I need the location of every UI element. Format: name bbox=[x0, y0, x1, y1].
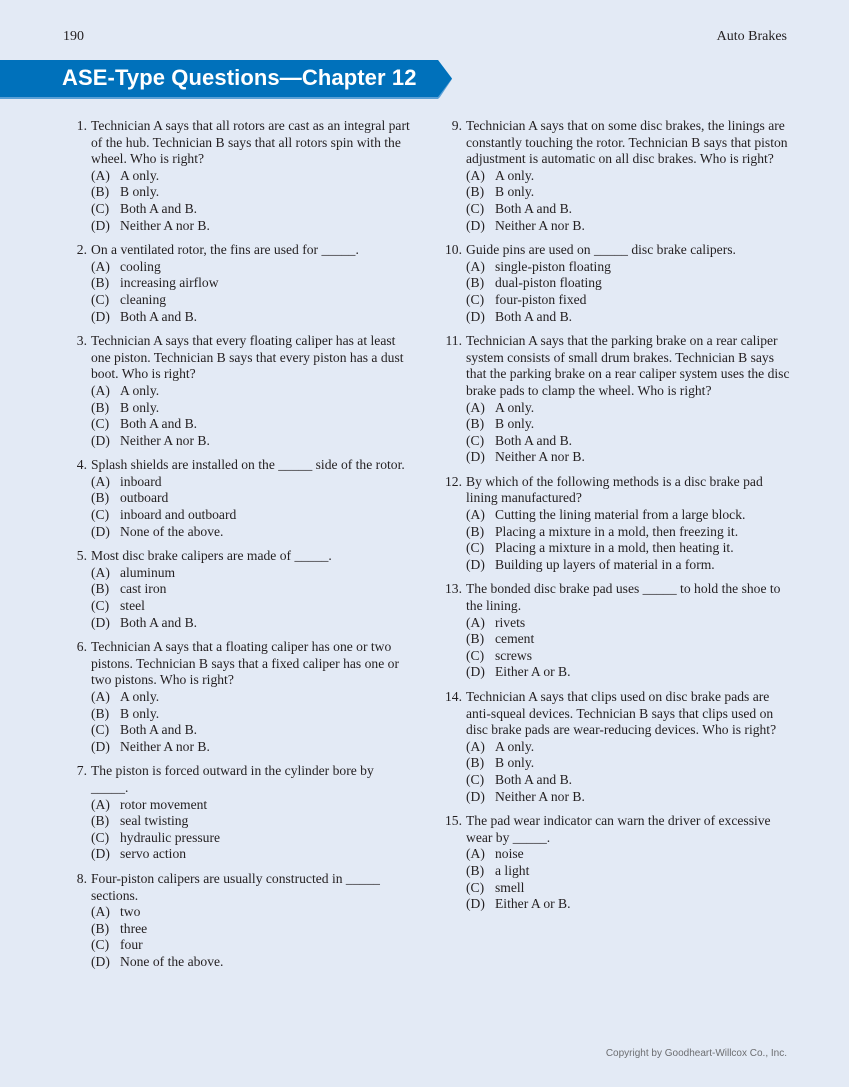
answer-option bbox=[91, 904, 414, 921]
option-letter: (C) bbox=[466, 647, 485, 663]
option-letter: (D) bbox=[91, 523, 110, 539]
answer-option bbox=[91, 689, 414, 706]
option-letter: (C) bbox=[91, 722, 110, 738]
answer-options bbox=[91, 689, 414, 755]
option-letter: (A) bbox=[466, 507, 485, 523]
option-letter: (D) bbox=[466, 217, 485, 233]
option-text: Neither A nor B. bbox=[495, 788, 585, 804]
question-item bbox=[440, 242, 795, 325]
option-text: None of the above. bbox=[120, 953, 224, 969]
option-letter: (D) bbox=[466, 556, 485, 572]
question-number: 11. bbox=[445, 333, 462, 349]
answer-options bbox=[91, 383, 414, 449]
option-text: Placing a mixture in a mold, then freezing it. bbox=[495, 523, 739, 539]
option-letter: (B) bbox=[91, 275, 110, 291]
question-item bbox=[440, 474, 795, 574]
option-text: single-piston floating bbox=[495, 258, 611, 274]
question-text: Technician A says that clips used on disc brake pads are anti-squeal devices. Technician B says that clips used on disc brake pads are wear-reducing devices. Who is right? bbox=[466, 689, 777, 738]
option-text: Neither A nor B. bbox=[120, 738, 210, 754]
option-letter: (B) bbox=[466, 416, 485, 432]
question-text: Technician A says that on some disc brakes, the linings are constantly touching the rotor. Technician B says that piston adjustment is automatic on all disc brakes. Who is right? bbox=[466, 118, 788, 167]
question-number: 15. bbox=[445, 813, 462, 829]
answer-option bbox=[466, 400, 795, 417]
answer-option bbox=[91, 739, 414, 756]
option-letter: (B) bbox=[466, 862, 485, 878]
question-text: Technician A says that the parking brake on a rear caliper system consists of small drum brakes. Technician B says that the parking brake on a rear caliper system uses the disc brake pads to clamp the wheel. Who is right? bbox=[466, 333, 790, 398]
question-number: 10. bbox=[445, 242, 462, 258]
question-item bbox=[440, 118, 795, 234]
question-column-left bbox=[69, 118, 414, 979]
answer-option bbox=[91, 201, 414, 218]
answer-option bbox=[91, 937, 414, 954]
question-item bbox=[69, 242, 414, 325]
option-letter: (C) bbox=[91, 598, 110, 614]
option-text: seal twisting bbox=[120, 813, 189, 829]
answer-option bbox=[466, 540, 795, 557]
answer-option bbox=[91, 490, 414, 507]
answer-option bbox=[91, 524, 414, 541]
option-text: three bbox=[120, 920, 148, 936]
question-text: The bonded disc brake pad uses _____ to hold the shoe to the lining. bbox=[466, 581, 781, 614]
answer-option bbox=[466, 259, 795, 276]
option-letter: (B) bbox=[466, 275, 485, 291]
option-letter: (C) bbox=[466, 200, 485, 216]
option-text: aluminum bbox=[120, 564, 176, 580]
question-text: Technician A says that a floating caliper has one or two pistons. Technician B says that a fixed caliper has one or two pistons. Who is right? bbox=[91, 639, 399, 688]
option-letter: (D) bbox=[466, 896, 485, 912]
option-text: Both A and B. bbox=[495, 432, 573, 448]
option-letter: (B) bbox=[466, 184, 485, 200]
option-text: B only. bbox=[495, 755, 535, 771]
answer-option bbox=[91, 400, 414, 417]
option-letter: (A) bbox=[91, 473, 110, 489]
answer-option bbox=[466, 309, 795, 326]
answer-option bbox=[91, 846, 414, 863]
question-number: 5. bbox=[76, 548, 87, 564]
answer-option bbox=[466, 557, 795, 574]
question-text: Most disc brake calipers are made of _____. bbox=[91, 548, 332, 564]
section-title: ASE-Type Questions—Chapter 12 bbox=[62, 65, 417, 90]
question-number: 13. bbox=[445, 581, 462, 597]
option-letter: (A) bbox=[466, 846, 485, 862]
answer-option bbox=[466, 739, 795, 756]
option-text: A only. bbox=[495, 738, 535, 754]
answer-options bbox=[466, 168, 795, 234]
question-text: Technician A says that all rotors are cast as an integral part of the hub. Technician B says that all rotors spin with the wheel. Who is right? bbox=[91, 118, 410, 167]
option-letter: (A) bbox=[466, 614, 485, 630]
option-text: hydraulic pressure bbox=[120, 829, 221, 845]
answer-option bbox=[466, 524, 795, 541]
option-text: Cutting the lining material from a large block. bbox=[495, 507, 746, 523]
question-item bbox=[69, 333, 414, 449]
option-text: inboard bbox=[120, 473, 162, 489]
option-letter: (C) bbox=[91, 507, 110, 523]
answer-option bbox=[91, 259, 414, 276]
answer-option bbox=[466, 615, 795, 632]
answer-option bbox=[466, 846, 795, 863]
answer-option bbox=[466, 201, 795, 218]
answer-options bbox=[91, 168, 414, 234]
option-letter: (C) bbox=[466, 771, 485, 787]
question-item bbox=[440, 689, 795, 805]
answer-option bbox=[466, 648, 795, 665]
option-letter: (C) bbox=[91, 291, 110, 307]
option-letter: (C) bbox=[91, 829, 110, 845]
option-letter: (A) bbox=[466, 167, 485, 183]
option-text: inboard and outboard bbox=[120, 507, 237, 523]
answer-option bbox=[466, 507, 795, 524]
question-text: On a ventilated rotor, the fins are used for _____. bbox=[91, 242, 359, 258]
question-number: 1. bbox=[76, 118, 87, 133]
option-letter: (B) bbox=[91, 920, 110, 936]
option-letter: (C) bbox=[466, 879, 485, 895]
option-letter: (D) bbox=[91, 614, 110, 630]
question-number: 8. bbox=[76, 870, 87, 886]
option-text: Either A or B. bbox=[495, 896, 571, 912]
answer-option bbox=[466, 433, 795, 450]
option-letter: (D) bbox=[91, 217, 110, 233]
option-letter: (B) bbox=[91, 705, 110, 721]
option-letter: (D) bbox=[466, 449, 485, 465]
answer-option bbox=[91, 797, 414, 814]
option-letter: (A) bbox=[91, 796, 110, 812]
page-number: 190 bbox=[63, 29, 84, 44]
answer-option bbox=[91, 168, 414, 185]
answer-option bbox=[466, 863, 795, 880]
option-text: B only. bbox=[120, 184, 160, 200]
option-text: rotor movement bbox=[120, 796, 208, 812]
option-text: Neither A nor B. bbox=[120, 432, 210, 448]
answer-options bbox=[466, 739, 795, 805]
answer-options bbox=[91, 797, 414, 863]
option-letter: (C) bbox=[91, 200, 110, 216]
option-text: smell bbox=[495, 879, 525, 895]
answer-option bbox=[91, 433, 414, 450]
option-text: A only. bbox=[120, 382, 160, 398]
answer-option bbox=[91, 813, 414, 830]
option-letter: (C) bbox=[466, 540, 485, 556]
question-text: The pad wear indicator can warn the driver of excessive wear by _____. bbox=[466, 813, 771, 845]
answer-option bbox=[466, 449, 795, 466]
option-text: Either A or B. bbox=[495, 664, 571, 680]
option-text: screws bbox=[495, 647, 532, 663]
question-number: 14. bbox=[445, 689, 462, 704]
answer-option bbox=[91, 292, 414, 309]
question-number: 4. bbox=[76, 457, 87, 473]
option-letter: (B) bbox=[91, 399, 110, 415]
option-text: Both A and B. bbox=[120, 614, 198, 630]
option-text: Both A and B. bbox=[495, 308, 573, 324]
option-letter: (A) bbox=[466, 738, 485, 754]
option-text: A only. bbox=[495, 167, 535, 183]
option-text: Building up layers of material in a form. bbox=[495, 556, 715, 572]
answer-option bbox=[91, 474, 414, 491]
option-letter: (B) bbox=[91, 581, 110, 597]
answer-option bbox=[91, 184, 414, 201]
question-number: 7. bbox=[76, 763, 87, 779]
option-text: Both A and B. bbox=[120, 722, 198, 738]
answer-options bbox=[466, 846, 795, 912]
answer-option bbox=[466, 772, 795, 789]
option-text: Neither A nor B. bbox=[120, 217, 210, 233]
option-text: Both A and B. bbox=[120, 200, 198, 216]
option-letter: (A) bbox=[91, 258, 110, 274]
answer-option bbox=[466, 416, 795, 433]
answer-option bbox=[91, 598, 414, 615]
option-letter: (A) bbox=[91, 167, 110, 183]
option-text: four bbox=[120, 937, 143, 953]
answer-option bbox=[466, 631, 795, 648]
option-text: Neither A nor B. bbox=[495, 449, 585, 465]
answer-option bbox=[91, 275, 414, 292]
option-text: B only. bbox=[120, 705, 160, 721]
option-text: cement bbox=[495, 631, 535, 647]
option-text: two bbox=[120, 904, 141, 920]
option-letter: (C) bbox=[91, 416, 110, 432]
answer-option bbox=[466, 880, 795, 897]
option-letter: (A) bbox=[91, 564, 110, 580]
question-item bbox=[69, 871, 414, 971]
answer-option bbox=[91, 581, 414, 598]
option-letter: (C) bbox=[91, 937, 110, 953]
answer-options bbox=[91, 474, 414, 540]
option-text: B only. bbox=[495, 416, 535, 432]
answer-option bbox=[91, 218, 414, 235]
option-letter: (A) bbox=[91, 382, 110, 398]
option-letter: (D) bbox=[91, 738, 110, 754]
option-text: four-piston fixed bbox=[495, 291, 587, 307]
question-item bbox=[69, 118, 414, 234]
option-text: cleaning bbox=[120, 291, 167, 307]
option-text: servo action bbox=[120, 846, 187, 862]
option-letter: (D) bbox=[91, 846, 110, 862]
answer-options bbox=[466, 259, 795, 325]
option-text: Both A and B. bbox=[120, 308, 198, 324]
answer-option bbox=[91, 416, 414, 433]
option-letter: (A) bbox=[91, 904, 110, 920]
question-number: 6. bbox=[76, 639, 87, 655]
answer-option bbox=[91, 722, 414, 739]
answer-option bbox=[91, 309, 414, 326]
question-item bbox=[69, 763, 414, 863]
option-text: dual-piston floating bbox=[495, 275, 602, 291]
option-letter: (D) bbox=[91, 432, 110, 448]
question-text: The piston is forced outward in the cylinder bore by _____. bbox=[91, 763, 374, 795]
option-letter: (A) bbox=[91, 689, 110, 704]
question-number: 9. bbox=[451, 118, 462, 133]
option-letter: (B) bbox=[466, 523, 485, 539]
option-letter: (D) bbox=[91, 953, 110, 969]
answer-option bbox=[91, 615, 414, 632]
option-letter: (B) bbox=[91, 184, 110, 200]
option-letter: (D) bbox=[466, 788, 485, 804]
answer-option bbox=[91, 383, 414, 400]
answer-option bbox=[466, 292, 795, 309]
question-text: By which of the following methods is a disc brake pad lining manufactured? bbox=[466, 473, 763, 506]
option-text: A only. bbox=[495, 399, 535, 415]
question-item bbox=[440, 581, 795, 681]
answer-option bbox=[91, 706, 414, 723]
question-text: Four-piston calipers are usually constructed in _____ sections. bbox=[91, 870, 380, 903]
answer-option bbox=[91, 507, 414, 524]
option-text: Placing a mixture in a mold, then heating it. bbox=[495, 540, 734, 556]
answer-option bbox=[91, 830, 414, 847]
answer-option bbox=[466, 184, 795, 201]
section-banner bbox=[0, 60, 452, 99]
option-letter: (B) bbox=[466, 755, 485, 771]
option-text: Both A and B. bbox=[495, 771, 573, 787]
answer-option bbox=[466, 789, 795, 806]
question-text: Splash shields are installed on the _____ side of the rotor. bbox=[91, 457, 405, 473]
option-text: increasing airflow bbox=[120, 275, 219, 291]
running-head: Auto Brakes bbox=[716, 29, 787, 44]
answer-options bbox=[466, 615, 795, 681]
option-text: Neither A nor B. bbox=[495, 217, 585, 233]
answer-option bbox=[91, 921, 414, 938]
question-text: Technician A says that every floating caliper has at least one piston. Technician B says that every piston has a dust boot. Who is right? bbox=[91, 333, 404, 382]
option-text: cast iron bbox=[120, 581, 167, 597]
option-letter: (D) bbox=[91, 308, 110, 324]
question-item bbox=[440, 333, 795, 466]
option-text: Both A and B. bbox=[120, 416, 198, 432]
option-letter: (C) bbox=[466, 291, 485, 307]
answer-option bbox=[466, 275, 795, 292]
option-text: A only. bbox=[120, 689, 160, 704]
question-number: 2. bbox=[76, 242, 87, 258]
option-letter: (B) bbox=[91, 813, 110, 829]
option-letter: (A) bbox=[466, 399, 485, 415]
option-text: A only. bbox=[120, 167, 160, 183]
option-letter: (A) bbox=[466, 258, 485, 274]
question-number: 3. bbox=[76, 333, 87, 349]
answer-option bbox=[466, 896, 795, 913]
option-text: outboard bbox=[120, 490, 169, 506]
answer-options bbox=[466, 400, 795, 466]
question-item bbox=[440, 813, 795, 913]
answer-option bbox=[466, 168, 795, 185]
answer-option bbox=[466, 755, 795, 772]
answer-option bbox=[466, 218, 795, 235]
option-text: None of the above. bbox=[120, 523, 224, 539]
copyright-notice: Copyright by Goodheart-Willcox Co., Inc. bbox=[605, 1048, 787, 1059]
option-letter: (D) bbox=[466, 664, 485, 680]
option-letter: (C) bbox=[466, 432, 485, 448]
option-letter: (D) bbox=[466, 308, 485, 324]
answer-option bbox=[91, 954, 414, 971]
answer-option bbox=[91, 565, 414, 582]
option-text: a light bbox=[495, 862, 530, 878]
answer-options bbox=[91, 259, 414, 325]
option-text: steel bbox=[120, 598, 145, 614]
question-text: Guide pins are used on _____ disc brake calipers. bbox=[466, 242, 736, 258]
question-column-right bbox=[440, 118, 795, 921]
answer-options bbox=[91, 565, 414, 631]
option-letter: (B) bbox=[91, 490, 110, 506]
question-item bbox=[69, 639, 414, 755]
option-text: B only. bbox=[120, 399, 160, 415]
answer-option bbox=[466, 664, 795, 681]
option-letter: (B) bbox=[466, 631, 485, 647]
option-text: Both A and B. bbox=[495, 200, 573, 216]
question-item bbox=[69, 457, 414, 540]
question-number: 12. bbox=[445, 473, 462, 489]
answer-options bbox=[466, 507, 795, 573]
option-text: noise bbox=[495, 846, 524, 862]
question-item bbox=[69, 548, 414, 631]
answer-options bbox=[91, 904, 414, 970]
option-text: cooling bbox=[120, 258, 161, 274]
option-text: B only. bbox=[495, 184, 535, 200]
option-text: rivets bbox=[495, 614, 526, 630]
